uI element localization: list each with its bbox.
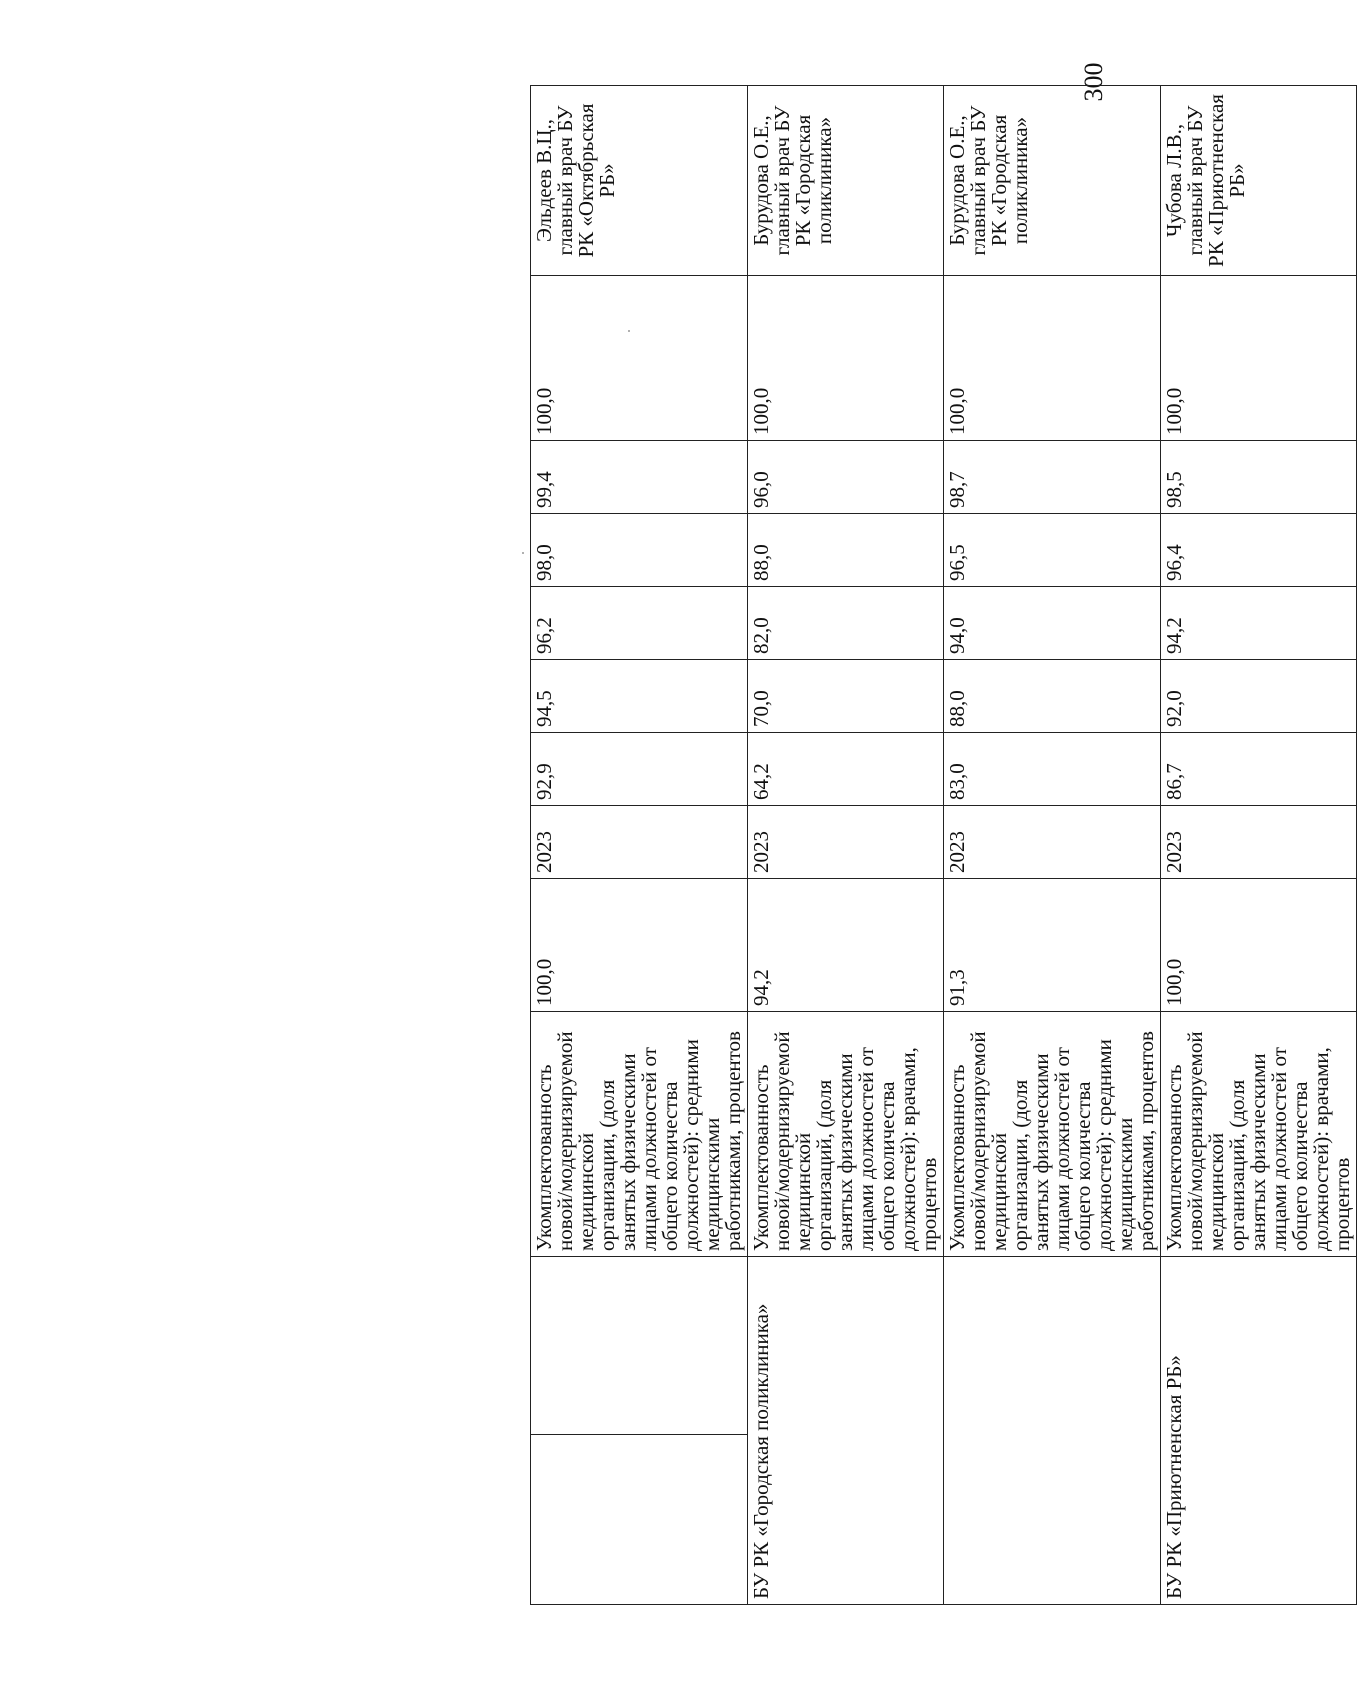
value-cell: 86,7 [1161, 733, 1357, 806]
indicator-cell: Укомплектованность новой/модернизируемой медицинской организации, (доля занятых физическими лицами должностей от общего количества должностей): средними медицинскими работниками, процентов [531, 1012, 748, 1257]
value-cell: 96,0 [748, 441, 944, 514]
value-cell: 96,4 [1161, 514, 1357, 587]
responsible-cell: Чубова Л.В., главный врач БУ РК «Приютненская РБ» [1161, 86, 1357, 276]
base-value-cell: 100,0 [531, 879, 748, 1012]
value-cell: 96,2 [531, 587, 748, 660]
table-row [1161, 86, 1357, 1605]
value-cell: 100,0 [1161, 276, 1357, 441]
value-cell: 100,0 [531, 276, 748, 441]
indicator-cell: Укомплектованность новой/модернизируемой медицинской организаций, (доля занятых физическими лицами должностей от общего количества должностей): врачами, процентов [748, 1012, 944, 1257]
targets-table [530, 85, 1357, 1605]
organization-cell: БУ РК «Приютненская РБ» [1161, 1257, 1357, 1605]
value-cell: 98,0 [531, 514, 748, 587]
table-row [531, 86, 748, 1605]
organization-cell [944, 1257, 1161, 1605]
value-cell: 96,5 [944, 514, 1161, 587]
base-year-cell: 2023 [1161, 806, 1357, 879]
value-cell: 70,0 [748, 660, 944, 733]
indicator-cell: Укомплектованность новой/модернизируемой медицинской организаций, (доля занятых физическими лицами должностей от общего количества должностей): врачами, процентов [1161, 1012, 1357, 1257]
value-cell: 88,0 [944, 660, 1161, 733]
value-cell: 88,0 [748, 514, 944, 587]
rotated-table-sheet [530, 85, 1354, 1605]
responsible-cell: Бурудова О.Е., главный врач БУ РК «Городская поликлиника» [748, 86, 944, 276]
table-row [748, 86, 944, 1605]
base-year-cell: 2023 [944, 806, 1161, 879]
responsible-cell: Бурудова О.Е., главный врач БУ РК «Городская поликлиника» [944, 86, 1161, 276]
organization-cell [531, 1435, 748, 1605]
base-year-cell: 2023 [531, 806, 748, 879]
value-cell: 99,4 [531, 441, 748, 514]
organization-cell: БУ РК «Городская поликлиника» [748, 1257, 944, 1605]
indicator-cell: Укомплектованность новой/модернизируемой медицинской организации, (доля занятых физическими лицами должностей от общего количества должностей): средними медицинскими работниками, процентов [944, 1012, 1161, 1257]
value-cell: 100,0 [748, 276, 944, 441]
value-cell: 92,9 [531, 733, 748, 806]
value-cell: 98,5 [1161, 441, 1357, 514]
table-row [944, 86, 1161, 1605]
scan-speck [628, 330, 630, 332]
value-cell: 64,2 [748, 733, 944, 806]
base-value-cell: 100,0 [1161, 879, 1357, 1012]
responsible-cell: Эльдеев В.Ц., главный врач БУ РК «Октябрьская РБ» [531, 86, 748, 276]
value-cell: 100,0 [944, 276, 1161, 441]
scan-speck [522, 552, 524, 554]
value-cell: 92,0 [1161, 660, 1357, 733]
value-cell: 98,7 [944, 441, 1161, 514]
value-cell: 94,5 [531, 660, 748, 733]
organization-cell-spacer [531, 1257, 748, 1435]
value-cell: 82,0 [748, 587, 944, 660]
base-year-cell: 2023 [748, 806, 944, 879]
base-value-cell: 94,2 [748, 879, 944, 1012]
value-cell: 94,2 [1161, 587, 1357, 660]
value-cell: 94,0 [944, 587, 1161, 660]
page-number: 300 [1079, 62, 1108, 102]
value-cell: 83,0 [944, 733, 1161, 806]
base-value-cell: 91,3 [944, 879, 1161, 1012]
